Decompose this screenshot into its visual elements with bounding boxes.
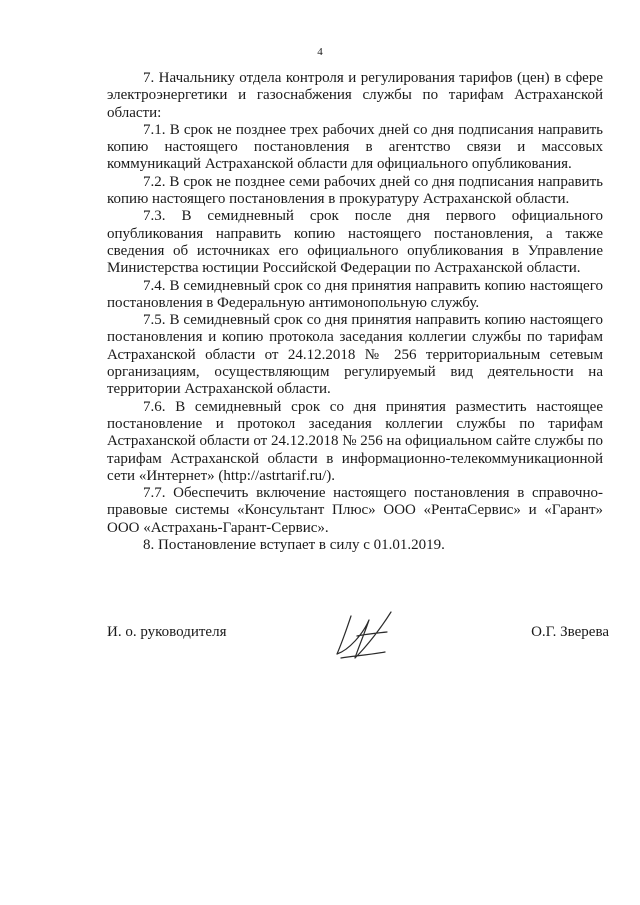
- paragraph-7-5: 7.5. В семидневный срок со дня принятия направить копию настоящего постановления и копию протокола заседания коллегии службы по тарифам Астраханской области от 24.12.2018 № 256 территориальным сетевым организациям, осуществляющим регулируемый вид деятельности на территории Астраханской области.: [107, 312, 603, 398]
- paragraph-7-6: 7.6. В семидневный срок со дня принятия разместить настоящее постановление и протокол заседания коллегии службы по тарифам Астраханской области от 24.12.2018 № 256 на официальном сайте службы по тарифам Астраханской области в информационно-телекоммуникационной сети «Интернет» (http://astrtarif.ru/).: [107, 398, 603, 484]
- handwritten-signature: [329, 606, 409, 666]
- signatory-title: И. о. руководителя: [107, 624, 227, 640]
- paragraph-7-3: 7.3. В семидневный срок после дня первого официального опубликования направить копию настоящего постановления, а также сведения об источниках его официального опубликования в Управление Министерства юстиции Российской Федерации по Астраханской области.: [107, 208, 603, 277]
- paragraph-7-4: 7.4. В семидневный срок со дня принятия направить копию настоящего постановления в Федеральную антимонопольную службу.: [107, 277, 603, 311]
- paragraph-7-1: 7.1. В срок не позднее трех рабочих дней со дня подписания направить копию настоящего постановления в агентство связи и массовых коммуникаций Астраханской области для официального опубликования.: [107, 121, 603, 173]
- signatory-name: О.Г. Зверева: [531, 624, 609, 640]
- paragraph-7: 7. Начальнику отдела контроля и регулирования тарифов (цен) в сфере электроэнергетики и газоснабжения службы по тарифам Астраханской области:: [107, 70, 603, 121]
- page-number: 4: [317, 46, 323, 58]
- paragraph-7-2: 7.2. В срок не позднее семи рабочих дней со дня подписания направить копию настоящего постановления в прокуратуру Астраханской области.: [107, 173, 603, 208]
- document-body: [107, 70, 603, 554]
- paragraph-7-7: 7.7. Обеспечить включение настоящего постановления в справочно-правовые системы «Консультант Плюс» ООО «РентаСервис» и «Гарант» ООО «Астрахань-Гарант-Сервис».: [107, 485, 603, 536]
- paragraph-8: 8. Постановление вступает в силу с 01.01.2019.: [143, 537, 445, 554]
